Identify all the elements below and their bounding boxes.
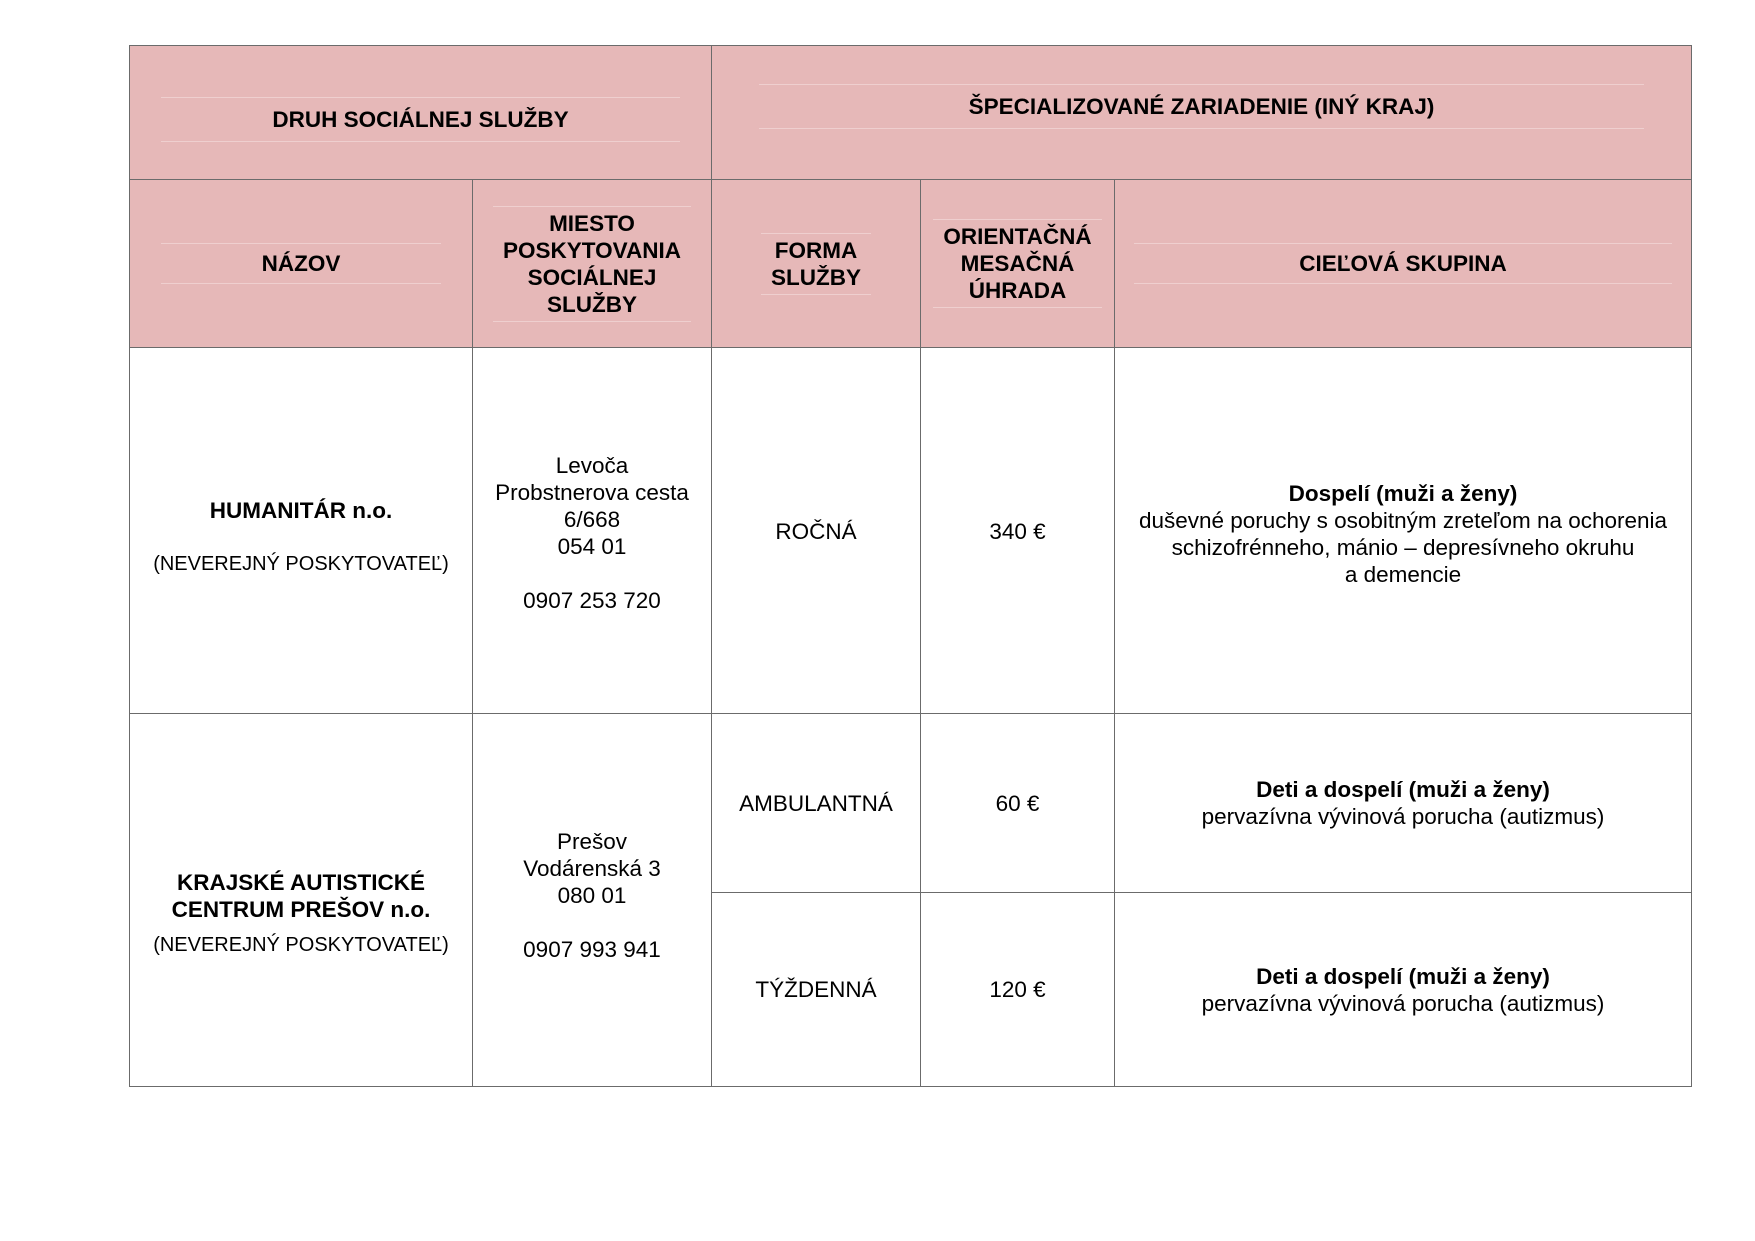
col-name-label: NÁZOV [161,243,441,284]
service-fee-cell [921,348,1115,714]
target-group-desc: a demencie [1344,561,1462,587]
col-target-label: CIEĽOVÁ SKUPINA [1134,243,1672,284]
service-form: AMBULANTNÁ [739,790,893,816]
col-place-header [473,180,712,348]
target-group-title: Dospelí (muži a ženy) [1288,480,1518,506]
address-line: Levoča [555,452,629,478]
table-row [130,348,1692,714]
provider-type: (NEVEREJNÝ POSKYTOVATEĽ) [153,934,449,956]
target-group-desc: schizofrénneho, mánio – depresívneho okruhu [1171,534,1635,560]
col-form-line: SLUŽBY [771,264,861,290]
facility-header [712,46,1692,180]
target-group-cell [1115,893,1692,1087]
address-line: Probstnerova cesta [495,479,689,505]
service-form-cell [712,893,921,1087]
service-form-cell [712,714,921,893]
col-form-label [761,233,871,295]
service-type-label: DRUH SOCIÁLNEJ SLUŽBY [161,97,681,142]
col-target-header [1115,180,1692,348]
target-group-desc: pervazívna vývinová porucha (autizmus) [1201,990,1605,1016]
target-group-desc: duševné poruchy s osobitným zreteľom na ochorenia [1138,507,1668,533]
target-group-cell [1115,714,1692,893]
col-form-header [712,180,921,348]
col-fee-label [933,219,1101,308]
group-header-row [130,46,1692,180]
col-place-line: SLUŽBY [546,291,637,317]
provider-address-cell [473,714,712,1087]
service-fee: 340 € [989,519,1046,544]
provider-phone: 0907 993 941 [523,936,661,962]
col-place-line: POSKYTOVANIA [503,237,681,263]
target-group-cell [1115,348,1692,714]
service-form: TÝŽDENNÁ [755,977,877,1002]
provider-name-cell [130,714,473,1087]
provider-phone: 0907 253 720 [523,587,661,613]
address-line: 080 01 [557,882,627,908]
provider-type: (NEVEREJNÝ POSKYTOVATEĽ) [153,553,449,575]
target-group-title: Deti a dospelí (muži a ženy) [1256,777,1550,802]
provider-address-cell [473,348,712,714]
col-fee-line: MESAČNÁ [960,251,1075,276]
social-services-table [129,45,1692,1087]
service-fee: 120 € [989,977,1046,1002]
facility-label: ŠPECIALIZOVANÉ ZARIADENIE (INÝ KRAJ) [759,84,1645,129]
provider-name: CENTRUM PREŠOV n.o. [171,897,431,922]
col-fee-line: ORIENTAČNÁ [943,224,1092,249]
col-fee-header [921,180,1115,348]
provider-name: HUMANITÁR n.o. [209,498,393,523]
address-line: 6/668 [563,506,621,532]
target-group-title: Deti a dospelí (muži a ženy) [1256,963,1550,989]
address-line: Prešov [556,828,628,854]
col-place-label [493,206,691,322]
service-form: ROČNÁ [775,519,857,544]
col-form-line: FORMA [774,237,858,263]
service-fee-cell [921,714,1115,893]
address-line: 054 01 [557,533,627,559]
col-name-header [130,180,473,348]
service-form-cell [712,348,921,714]
column-header-row [130,180,1692,348]
col-fee-line: ÚHRADA [968,278,1067,303]
provider-name: KRAJSKÉ AUTISTICKÉ [177,870,425,895]
provider-name-cell [130,348,473,714]
service-fee-cell [921,893,1115,1087]
service-type-header [130,46,712,180]
col-place-line: SOCIÁLNEJ [527,264,657,290]
col-place-line: MIESTO [549,210,635,236]
address-line: Vodárenská 3 [523,855,661,881]
table-row [130,714,1692,893]
target-group-desc: pervazívna vývinová porucha (autizmus) [1201,804,1605,829]
service-fee: 60 € [995,790,1040,816]
